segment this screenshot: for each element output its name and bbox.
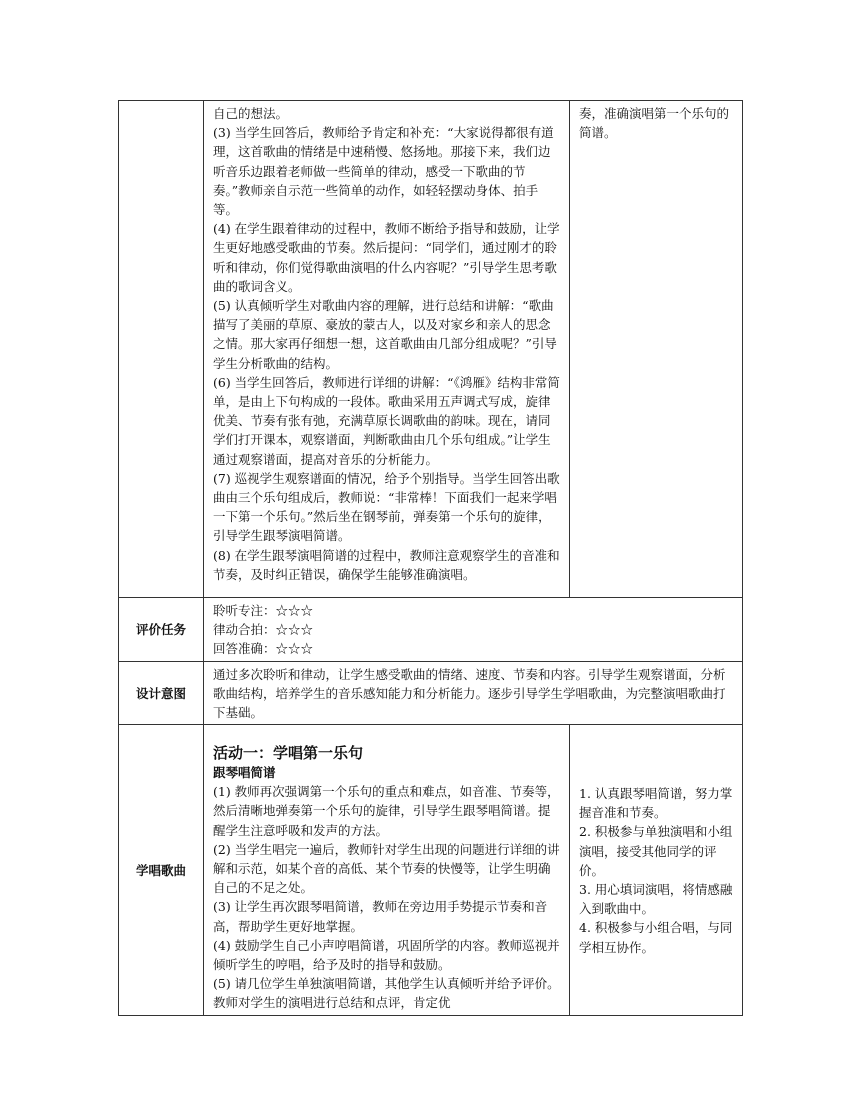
paragraph: (5) 请几位学生单独演唱简谱，其他学生认真倾听并给予评价。教师对学生的演唱进行总结和点评，肯定优 [213,976,560,1011]
activity-steps [204,101,570,598]
list-item: 1. 认真跟琴唱简谱，努力掌握音准和节奏。 [579,786,733,821]
paragraph: (6) 当学生回答后，教师进行详细的讲解：“《鸿雁》结构非常简单，是由上下句构成的一段体。歌曲采用五声调式写成，旋律优美、节奏有张有弛，充满草原长调歌曲的韵味。现在，请同学们打开课本，观察谱面，判断歌曲由几个乐句组成。”让学生通过观察谱面，提高对音乐的分析能力。 [213,374,560,467]
paragraph: (2) 当学生唱完一遍后，教师针对学生出现的问题进行详细的讲解和示范，如某个音的高低、某个节奏的快慢等，让学生明确自己的不足之处。 [213,841,560,896]
paragraph: 自己的想法。 [213,106,289,121]
table-row [119,598,743,662]
row-label-learn-song: 学唱歌曲 [119,725,204,1015]
student-activity [570,725,743,1015]
student-activity: 奏，准确演唱第一个乐句的简谱。 [570,101,743,598]
design-intent-text: 通过多次聆听和律动，让学生感受歌曲的情绪、速度、节奏和内容。引导学生观察谱面，分析歌曲结构，培养学生的音乐感知能力和分析能力。逐步引导学生学唱歌曲，为完整演唱歌曲打下基础。 [204,661,743,725]
paragraph: (5) 认真倾听学生对歌曲内容的理解，进行总结和讲解：“歌曲描写了美丽的草原、豪放的蒙古人，以及对家乡和亲人的思念之情。那大家再仔细想一想，这首歌曲由几部分组成呢？”引导学生分析歌曲的结构。 [213,298,557,371]
list-item: 2. 积极参与单独演唱和小组演唱，接受其他同学的评价。 [579,824,733,878]
paragraph: (3) 让学生再次跟琴唱简谱，教师在旁边用手势提示节奏和音高，帮助学生更好地掌握。 [213,899,548,934]
paragraph: (1) 教师再次强调第一个乐句的重点和难点，如音准、节奏等，然后清晰地弹奏第一个乐句的旋律，引导学生跟琴唱简谱。提醒学生注意呼吸和发声的方法。 [213,784,560,838]
activity-steps [204,725,570,1015]
list-item: 4. 积极参与小组合唱，与同学相互协作。 [579,920,733,955]
activity-heading: 活动一：学唱第一乐句 [213,744,364,763]
paragraph: (4) 在学生跟着律动的过程中，教师不断给予指导和鼓励，让学生更好地感受歌曲的节奏。然后提问：“同学们，通过刚才的聆听和律动，你们觉得歌曲演唱的什么内容呢？”引导学生思考歌曲的歌词含义。 [213,221,560,294]
table-row [119,661,743,725]
paragraph: (7) 巡视学生观察谱面的情况，给予个别指导。当学生回答出歌曲由三个乐句组成后，教师说：“非常棒！下面我们一起来学唱一下第一个乐句。”然后坐在钢琴前，弹奏第一个乐句的旋律，引导学生跟琴演唱简谱。 [213,470,560,544]
list-item: 3. 用心填词演唱，将情感融入到歌曲中。 [579,882,733,917]
paragraph: (3) 当学生回答后，教师给予肯定和补充：“大家说得都很有道理，这首歌曲的情绪是中速稍慢、悠扬地。那接下来，我们边听音乐边跟着老师做一些简单的律动，感受一下歌曲的节奏。”教师亲自示范一些简单的动作，如轻轻摆动身体、拍手等。 [213,125,554,218]
row-label-design-intent: 设计意图 [119,661,204,725]
evaluation-item: 律动合拍：☆☆☆ [213,622,314,638]
table-row [119,725,743,1015]
paragraph: (8) 在学生跟琴演唱简谱的过程中，教师注意观察学生的音准和节奏，及时纠正错误，确保学生能够准确演唱。 [213,547,560,582]
paragraph: (4) 鼓励学生自己小声哼唱简谱，巩固所学的内容。教师巡视并倾听学生的哼唱，给予及时的指导和鼓励。 [213,937,560,973]
activity-subheading: 跟琴唱简谱 [213,765,276,781]
row-label [119,101,204,598]
row-label-evaluation: 评价任务 [119,598,204,662]
evaluation-item: 聆听专注：☆☆☆ [213,603,314,618]
evaluation-item: 回答准确：☆☆☆ [213,641,314,657]
lesson-plan-table [118,100,743,1016]
evaluation-items [204,598,743,662]
table-row [119,101,743,598]
